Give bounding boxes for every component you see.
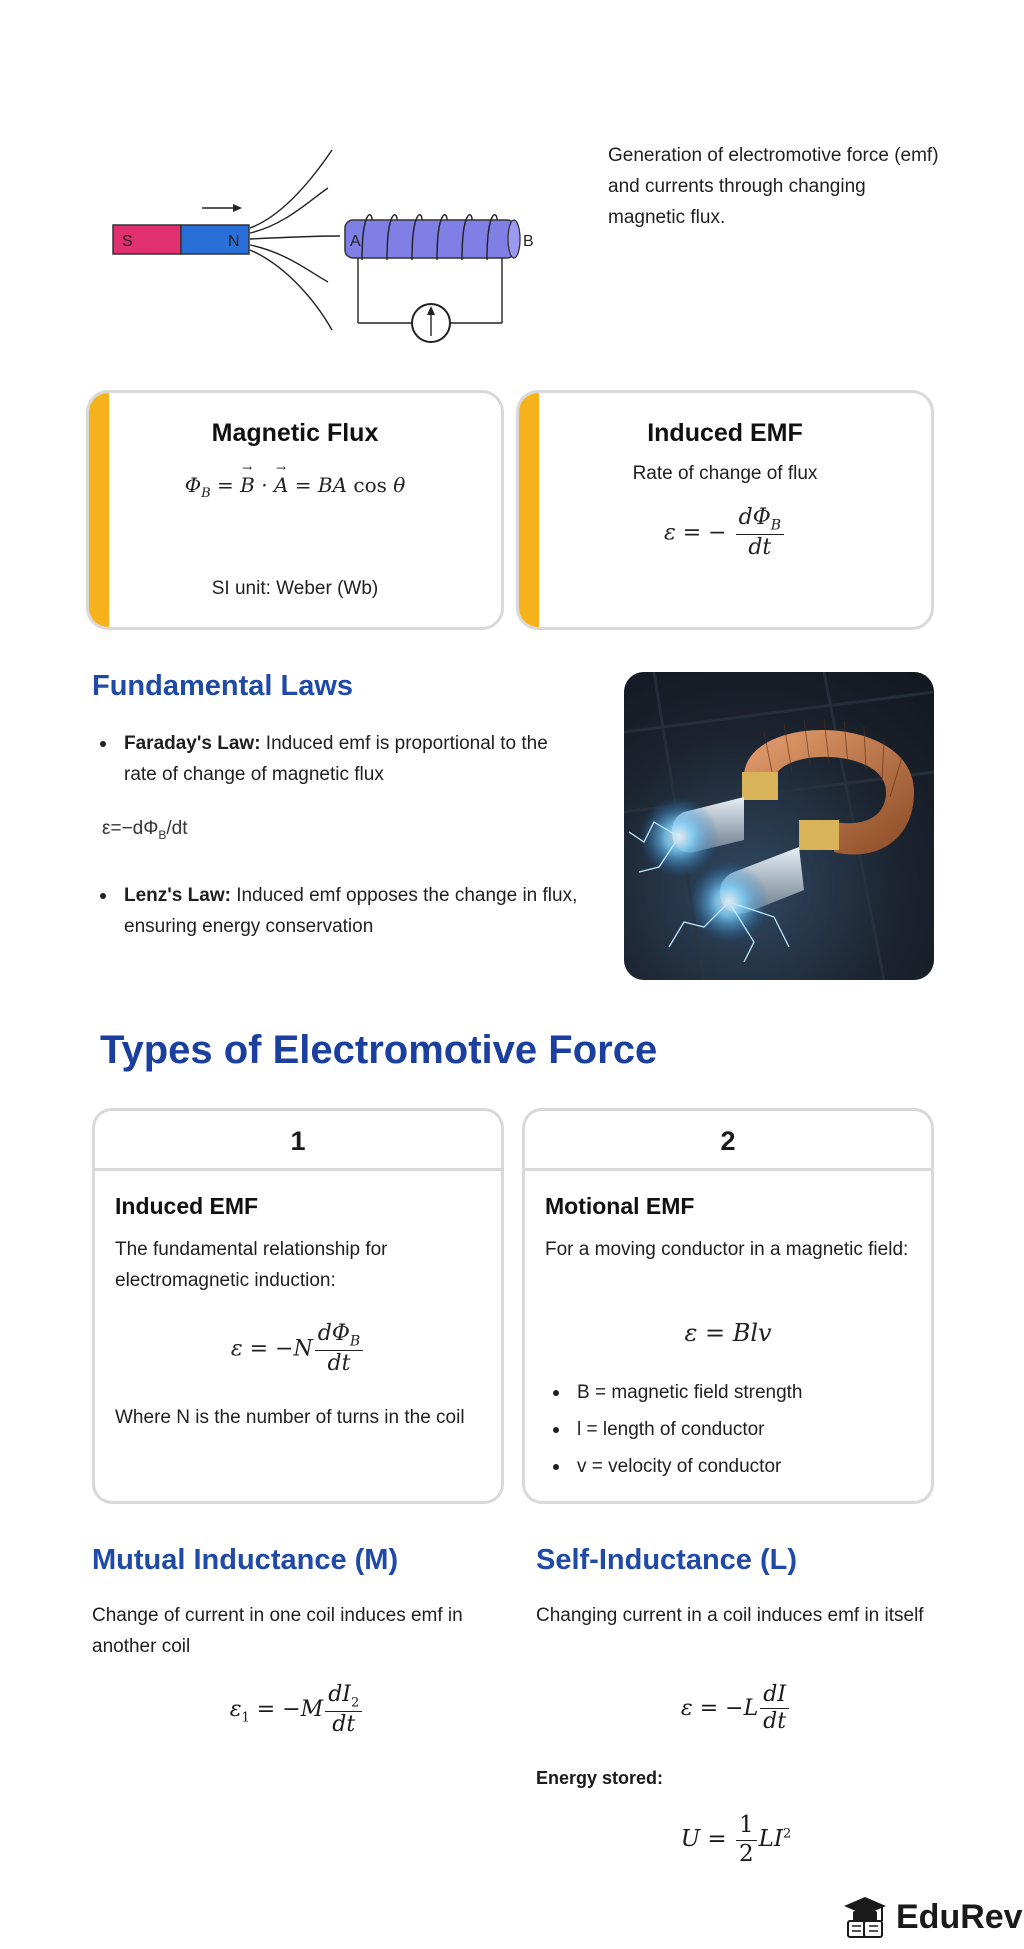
list-item: v = velocity of conductor: [577, 1451, 781, 1482]
mutual-inductance-formula: $\varepsilon_1 = -M$ $\frac{dI_2}{dt}$: [92, 1682, 502, 1738]
svg-text:B: B: [523, 233, 534, 250]
card-number: 1: [95, 1111, 501, 1171]
card-title: Induced EMF: [647, 419, 803, 447]
motional-emf-type-card: [522, 1108, 934, 1504]
flux-formula: $\Phi_B = B$ → · A → = BA cos θ: [184, 461, 406, 501]
induced-emf-type-card: [92, 1108, 504, 1504]
graduation-cap-icon: [842, 1895, 888, 1939]
types-heading: Types of Electromotive Force: [100, 1028, 658, 1072]
self-inductance-heading: Self-Inductance (L): [536, 1544, 798, 1576]
self-inductance-text: Changing current in a coil induces emf in itself: [536, 1605, 924, 1626]
energy-stored-formula: U = $\frac{1}{2}$ $LI^2$: [680, 1812, 792, 1867]
magnetic-flux-card: [86, 390, 504, 630]
mutual-inductance-heading: Mutual Inductance (M): [92, 1544, 399, 1576]
law-name: Faraday's Law:: [124, 733, 261, 754]
magnet-coil-illustration: [100, 140, 550, 350]
edurev-logo: [842, 1894, 1023, 1940]
energy-stored-label: Energy stored:: [536, 1768, 664, 1788]
law-name: Lenz's Law:: [124, 885, 231, 906]
card-title: Magnetic Flux: [211, 419, 379, 447]
card-intro: For a moving conductor in a magnetic field:: [545, 1239, 909, 1260]
emf-formula: ε = − $\frac{d\Phi_B}{dt}$: [519, 505, 931, 562]
svg-text:S: S: [122, 233, 133, 250]
svg-text:A: A: [350, 233, 361, 250]
faraday-law-item: [124, 728, 584, 790]
induced-emf-formula: ε = −N $\frac{d\Phi_B}{dt}$: [95, 1321, 501, 1378]
svg-text:N: N: [228, 233, 240, 250]
lenz-law-item: [124, 880, 584, 942]
electromagnet-image: [624, 672, 934, 980]
self-inductance-formula: ε = −L $\frac{dI}{dt}$: [536, 1682, 936, 1736]
law-text: Induced emf opposes the change in flux, ensuring energy conservation: [124, 885, 578, 937]
law-text: Induced emf is proportional to the rate of change of magnetic flux: [124, 733, 548, 785]
motional-emf-formula: ε = Blv: [684, 1319, 772, 1347]
faraday-formula: $\varepsilon=-d\Phi_B/dt$: [102, 818, 188, 842]
induced-emf-card: [516, 390, 934, 630]
flux-unit: SI unit: Weber (Wb): [211, 578, 379, 599]
brand-name: EduRev: [896, 1897, 1023, 1936]
card-title: Induced EMF: [115, 1193, 259, 1219]
list-item: l = length of conductor: [577, 1414, 765, 1445]
card-number: 2: [525, 1111, 931, 1171]
card-subtitle: Rate of change of flux: [632, 463, 818, 484]
card-note: Where N is the number of turns in the coil: [115, 1407, 465, 1428]
fundamental-laws-heading: Fundamental Laws: [92, 670, 354, 702]
list-item: B = magnetic field strength: [577, 1377, 803, 1408]
intro-description: Generation of electromotive force (emf) and currents through changing magnetic flux.: [608, 145, 939, 228]
induction-diagram: [100, 140, 550, 350]
mutual-inductance-text: Change of current in one coil induces emf in another coil: [92, 1605, 463, 1657]
card-intro: The fundamental relationship for electromagnetic induction:: [115, 1239, 388, 1291]
card-title: Motional EMF: [545, 1193, 695, 1219]
